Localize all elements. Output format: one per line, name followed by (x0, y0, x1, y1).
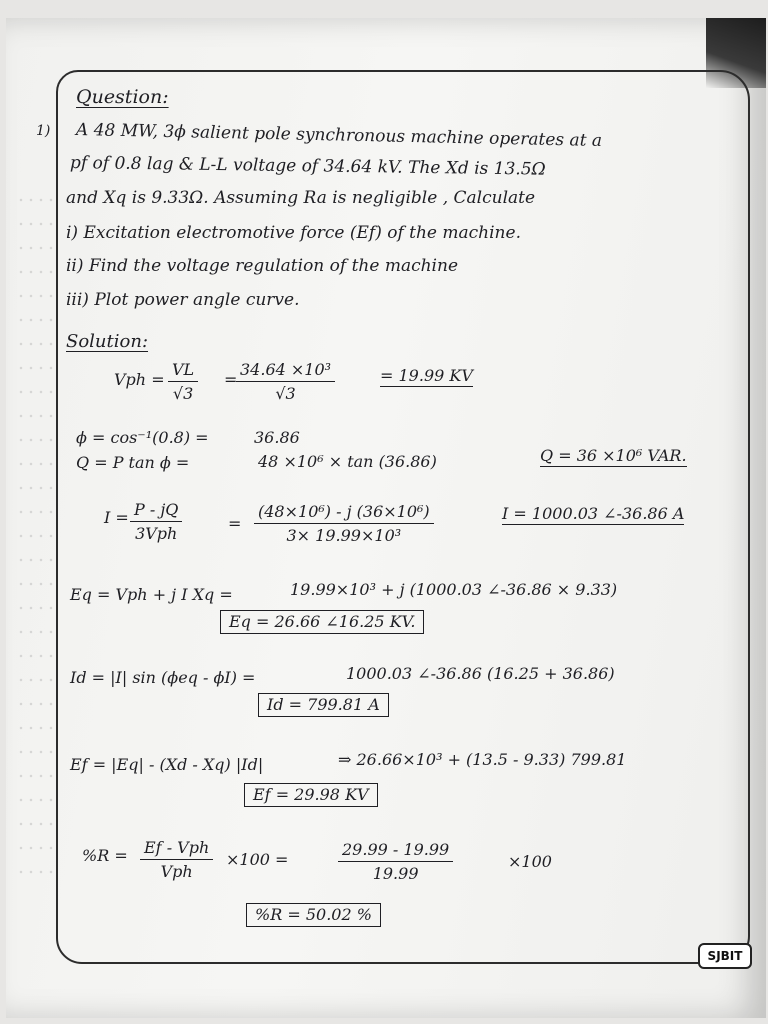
q-result: Q = 36 ×10⁶ VAR. (540, 446, 687, 465)
vph-denominator: √3 (172, 384, 194, 403)
regulation-fraction-symbolic (140, 840, 213, 880)
question-heading: Question: (76, 86, 169, 108)
question-part-3: iii) Plot power angle curve. (66, 290, 300, 310)
margin-dots (16, 188, 56, 888)
vph-numeric-numerator: 34.64 ×10³ (236, 362, 335, 382)
q-value: 48 ×10⁶ × tan (36.86) (258, 452, 437, 471)
regulation-multiplier-2: ×100 (508, 852, 552, 871)
id-result-box: Id = 799.81 A (258, 693, 389, 717)
vph-numerator: VL (168, 362, 198, 382)
id-substitution: 1000.03 ∠-36.86 (16.25 + 36.86) (346, 664, 615, 683)
phi-value: 36.86 (254, 428, 300, 447)
current-fraction-numeric (254, 504, 434, 544)
eq-result-box: Eq = 26.66 ∠16.25 KV. (220, 610, 424, 634)
regulation-multiplier: ×100 = (226, 850, 289, 869)
regulation-fraction-numeric (338, 842, 453, 882)
question-part-1: i) Excitation electromotive force (Ef) of the machine. (66, 223, 521, 243)
ef-result-box: Ef = 29.98 KV (244, 783, 378, 807)
equals-sign: = (224, 370, 238, 389)
vph-result: = 19.99 KV (380, 366, 473, 385)
vph-numeric-denominator: √3 (275, 384, 296, 403)
vph-label: Vph = (114, 370, 165, 389)
sjbit-logo: SJBIT (698, 943, 752, 969)
current-numeric-denominator: 3× 19.99×10³ (286, 526, 402, 545)
id-expression: Id = |I| sin (ϕeq - ϕI) = (70, 668, 256, 687)
eq-substitution: 19.99×10³ + j (1000.03 ∠-36.86 × 9.33) (290, 580, 618, 599)
ef-expression: Ef = |Eq| - (Xd - Xq) |Id| (70, 755, 264, 774)
question-line-2: pf of 0.8 lag & L-L voltage of 34.64 kV. The Xd is 13.5Ω (69, 153, 546, 180)
regulation-numeric-denominator: 19.99 (372, 864, 419, 883)
current-numeric-numerator: (48×10⁶) - j (36×10⁶) (254, 504, 434, 524)
vph-fraction-numeric (236, 362, 335, 402)
current-equals: = (228, 514, 242, 533)
question-part-2: ii) Find the voltage regulation of the machine (66, 256, 459, 276)
regulation-label: %R = (82, 846, 128, 865)
regulation-denominator: Vph (160, 862, 193, 881)
ef-substitution: ⇒ 26.66×10³ + (13.5 - 9.33) 799.81 (338, 750, 627, 769)
question-line-1: A 48 MW, 3ϕ salient pole synchronous machine operates at a (75, 120, 603, 152)
solution-heading: Solution: (66, 331, 149, 352)
current-fraction-symbolic (130, 502, 182, 542)
question-line-3: and Xq is 9.33Ω. Assuming Ra is negligible , Calculate (66, 188, 536, 208)
eq-expression: Eq = Vph + j I Xq = (70, 585, 233, 604)
regulation-result-box: %R = 50.02 % (246, 903, 381, 927)
current-denominator: 3Vph (135, 524, 178, 543)
current-label: I = (104, 508, 129, 527)
q-expression: Q = P tan ϕ = (76, 453, 190, 472)
phi-expression: ϕ = cos⁻¹(0.8) = (76, 428, 209, 447)
question-number: 1) (36, 123, 51, 139)
current-numerator: P - jQ (130, 502, 182, 522)
current-result: I = 1000.03 ∠-36.86 A (502, 504, 685, 523)
regulation-numerator: Ef - Vph (140, 840, 213, 860)
regulation-numeric-numerator: 29.99 - 19.99 (338, 842, 453, 862)
vph-fraction-symbolic (168, 362, 198, 402)
